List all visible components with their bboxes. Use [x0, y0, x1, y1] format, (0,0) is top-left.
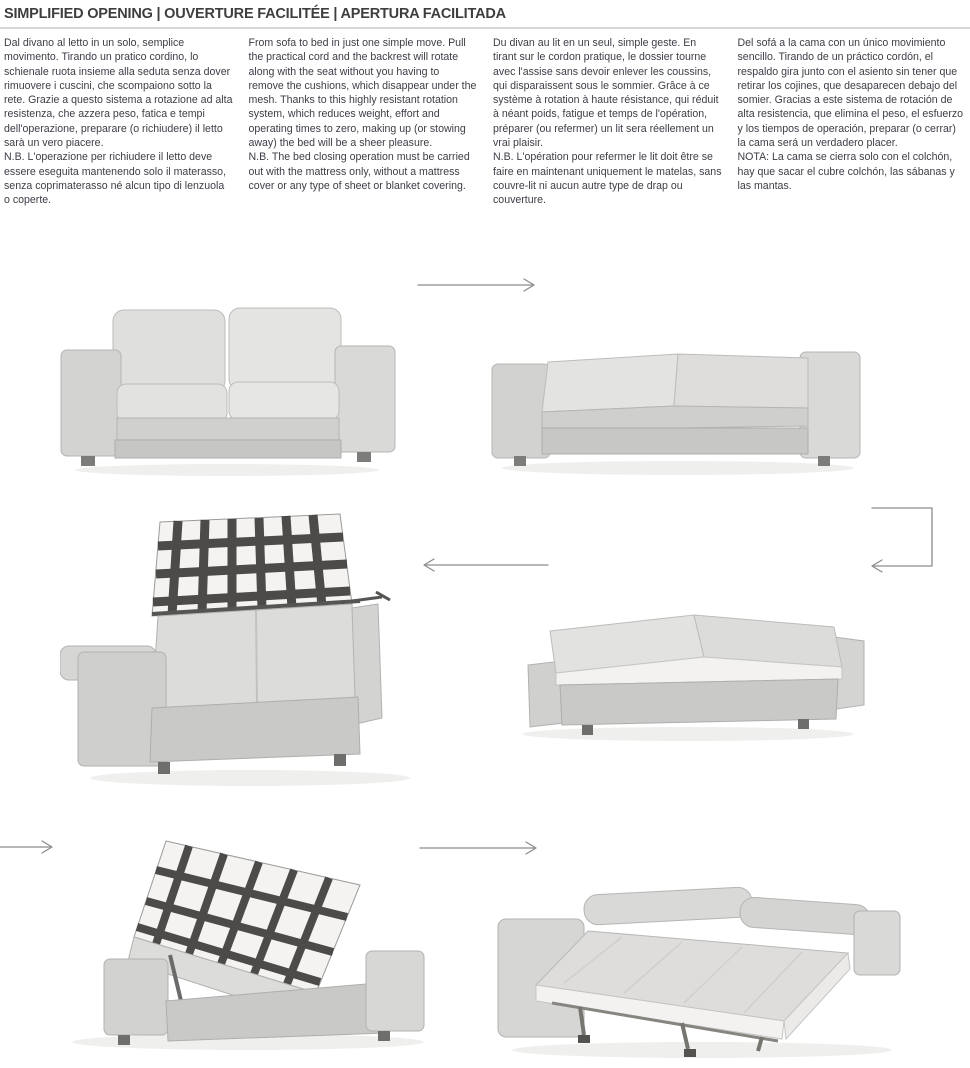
intro-body-french: Du divan au lit en un seul, simple geste. En tirant sur le cordon pratique, le dossier tourne avec l'assise sans devoir enlever les coussins, qui disparaissent sous le sommier. Grâce à ce système à rotation à haute résistance, qui réduit à néant poids, fatigue et temps de l'opération, préparer (ou refermer) un lit sera réellement un vrai plaisir. [493, 37, 719, 150]
intro-column-english [249, 36, 478, 208]
intro-note-english: N.B. The bed closing operation must be carried out with the mattress only, without a mattress cover or any type of sheet or blanket covering. [248, 151, 470, 192]
intro-body-italian: Dal divano al letto in un solo, semplice movimento. Tirando un pratico cordino, lo schienale ruota insieme alla seduta senza dover rimuovere i cuscini, che scompaiono sotto la rete. Grazie a questo sistema a rotazione ad alta resistenza, che azzera peso, fatica e tempi dell'operazione, preparare (o richiudere) il letto sarà un vero piacere. [4, 37, 233, 150]
intro-note-spanish: NOTA: La cama se cierra solo con el colchón, hay que sacar el cubre colchón, las sábanas y las mantas. [737, 151, 955, 192]
flow-arrow-wrap-down-icon [866, 500, 940, 574]
intro-column-french [493, 36, 722, 208]
intro-note-french: N.B. L'opération pour refermer le lit doit être se faire en maintenant uniquement le matelas, sans couvre-lit ni aucun autre type de drap ou couverture. [493, 151, 722, 207]
stage-2-backrest-rotated-photo [478, 298, 875, 482]
stage-6-bed-open-photo [492, 853, 906, 1062]
stage-3-frame-raised-mesh-photo [60, 500, 440, 795]
stage-4-cushions-flat-photo [498, 585, 870, 745]
stage-5-frame-unfolding-photo [48, 833, 445, 1055]
intro-note-italian: N.B. L'operazione per richiudere il letto deve essere eseguita mantenendo solo il materasso, senza coprimaterasso né alcun tipo di lenzuola o coperte. [4, 151, 227, 207]
intro-body-spanish: Del sofá a la cama con un único movimiento sencillo. Tirando de un práctico cordón, el respaldo gira junto con el asiento sin tener que retirar los cojines, que desaparecen debajo del somier. Gracias a este sistema de rotación de alta resistencia, que elimina el peso, el esfuerzo y los tiempos de operación, preparar (o cerrar) la cama será un verdadero placer. [737, 37, 964, 150]
flow-arrow-left-icon [420, 557, 550, 573]
header-divider [0, 27, 970, 29]
intro-column-italian [4, 36, 233, 208]
stage-1-sofa-closed-photo [55, 288, 400, 482]
page-title: SIMPLIFIED OPENING | OUVERTURE FACILITÉE | APERTURA FACILITADA [4, 6, 506, 22]
page-header [0, 0, 970, 29]
flow-arrow-right-1-icon [416, 277, 538, 293]
intro-body-english: From sofa to bed in just one simple move. Pull the practical cord and the backrest will rotate along with the seat without you having to remove the cushions, which disappear under the mesh. Thanks to this highly resistant rotation system, which reduces weight, effort and operating times to zero, making up (or stowing away) the bed will be a sheer pleasure. [248, 37, 477, 150]
intro-column-spanish [738, 36, 967, 208]
intro-columns [0, 36, 970, 208]
